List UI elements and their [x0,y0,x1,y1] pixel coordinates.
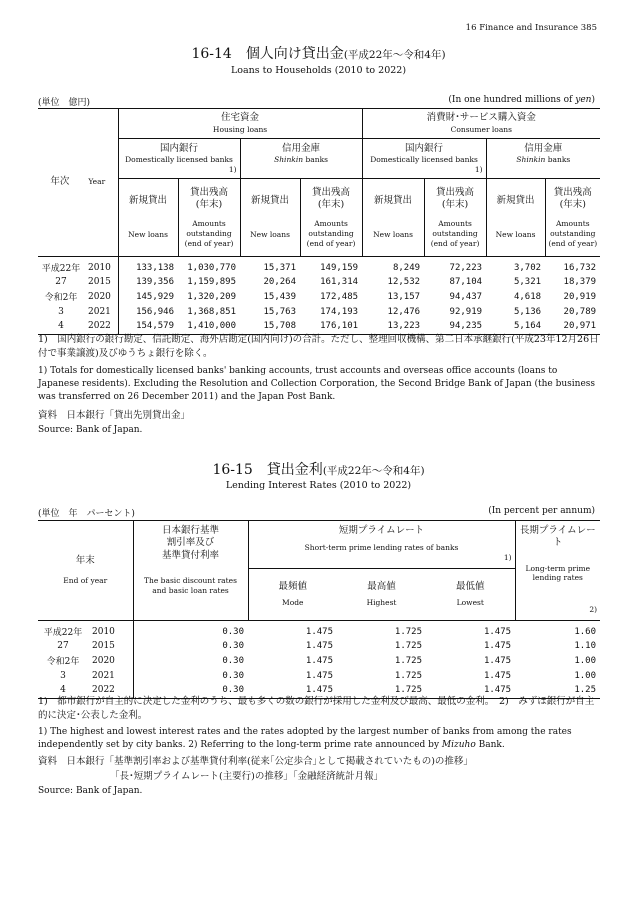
table1-new-loans-header: 新規貸出 New loans [486,179,545,257]
value-cell: 161,314 [320,276,359,287]
table2-unit-jp: (単位 年 パーセント) [38,509,135,519]
table1-outstanding-header: 貸出残高 (年末) Amounts outstanding (end of year) [424,179,486,257]
value-cell: 15,708 [263,321,297,332]
value-cell: 176,101 [320,321,359,332]
western-year-cell: 2022 [88,321,111,332]
value-cell: 1.725 [394,670,422,681]
value-cell: 5,136 [513,306,542,317]
era-year-cell: 平成22年 [43,628,83,638]
value-cell: 15,439 [263,291,297,302]
value-cell: 156,946 [118,304,178,319]
table2-title-jp: 貸出金利 [266,462,323,478]
value-cell: 149,159 [320,262,359,273]
value-cell: 5,164 [513,321,542,332]
table2-mode-header: 最頻値 Mode [248,569,337,621]
value-cell: 1.25 [574,685,597,696]
era-year-cell: 3 [58,306,64,317]
table2-year-header: 年末 End of year [38,521,133,621]
table1-outstanding-header: 貸出残高 (年末) Amounts outstanding (end of year) [178,179,240,257]
table2-highest-header: 最高値 Highest [366,581,397,607]
table2-body [38,621,600,699]
western-year-cell: 2020 [88,291,111,302]
value-cell: 1.475 [483,655,512,666]
value-cell: 94,235 [449,321,483,332]
value-cell: 0.30 [133,683,248,698]
table1-outstanding-header: 貸出残高 (年末) Amounts outstanding (end of year) [545,179,600,257]
value-cell: 1,320,209 [187,291,237,302]
value-cell: 18,379 [563,276,597,287]
table2-unit-en: (In percent per annum) [488,506,595,516]
table1-body [38,257,600,335]
table1-source-jp: 資料 日本銀行「貸出先別貸出金」 [38,410,191,421]
value-cell: 16,732 [563,262,597,273]
value-cell: 1,159,895 [187,276,237,287]
table2-row [38,621,600,639]
western-year-cell: 2021 [88,306,111,317]
table2-short-prime-header: 短期プライムレート Short-term prime lending rates of banks 1) [248,521,515,569]
western-year-cell: 2021 [92,670,115,681]
value-cell: 1.725 [394,685,422,696]
value-cell: 1,030,770 [187,262,237,273]
value-cell: 0.30 [133,653,248,668]
value-cell: 1.475 [305,655,333,666]
value-cell: 1.475 [483,640,512,651]
table1-note-en: 1) Totals for domestically licensed banks' banking accounts, trust accounts and overseas office accounts (loans to Japanese residents). Excluding the Resolution and Collection Corporation, the Second Bridge Bank of Japan (the business was transferred on 26 December 2011) and the Japan Post Bank. [38,366,596,403]
value-cell: 4,618 [513,291,542,302]
western-year-cell: 2020 [92,655,115,666]
table1-title-period: (平成22年～令和4年) [343,49,446,61]
table1-title-jp: 個人向け貸出金 [245,46,344,62]
value-cell: 1.00 [574,655,597,666]
era-year-cell: 4 [58,321,64,332]
value-cell: 20,919 [563,291,597,302]
value-cell: 15,371 [263,262,297,273]
value-cell: 0.30 [133,621,248,639]
value-cell: 174,193 [320,306,359,317]
value-cell: 1.475 [305,640,333,651]
value-cell: 92,919 [449,306,483,317]
table2-source-jp-1: 資料 日本銀行「基準割引率および基準貸付利率(従来｢公定歩合｣として掲載されていたもの)の推移」 [38,756,473,767]
value-cell: 1.475 [305,626,333,637]
table1-row [38,304,600,319]
value-cell: 1.725 [394,655,422,666]
value-cell: 20,789 [563,306,597,317]
table1-housing-header: 住宅資金 Housing loans [118,109,362,139]
value-cell: 1.475 [305,685,333,696]
era-year-cell: 27 [55,276,67,287]
table1-unit-jp: (単位 億円) [38,98,91,108]
table2-lending-interest-rates [38,520,600,699]
table1-new-loans-header: 新規貸出 New loans [118,179,178,257]
value-cell: 1.10 [574,640,597,651]
value-cell: 20,264 [263,276,297,287]
table2-title [0,459,637,479]
table1-consumer-header: 消費財･サービス購入資金 Consumer loans [362,109,600,139]
western-year-cell: 2010 [92,626,115,637]
western-year-cell: 2015 [92,640,115,651]
value-cell: 145,929 [118,289,178,304]
era-year-cell: 27 [57,640,69,651]
value-cell: 139,356 [118,274,178,289]
table2-row [38,668,600,683]
value-cell: 1.475 [483,685,512,696]
value-cell: 87,104 [449,276,483,287]
value-cell: 1.725 [394,640,422,651]
value-cell: 0.30 [133,668,248,683]
value-cell: 0.30 [133,638,248,653]
value-cell: 12,532 [387,276,421,287]
value-cell: 133,138 [118,257,178,275]
table2-subtitle: Lending Interest Rates (2010 to 2022) [225,480,412,491]
table1-title [0,43,637,63]
value-cell: 172,485 [320,291,359,302]
table1-number: 16-14 [191,46,232,62]
running-head: 16 Finance and Insurance 385 [465,23,597,33]
table2-source-en: Source: Bank of Japan. [38,786,143,796]
era-year-cell: 3 [60,670,66,681]
table1-source-en: Source: Bank of Japan. [38,425,143,435]
table1-housing-domestic-header: 国内銀行 Domestically licensed banks 1) [118,139,240,179]
western-year-cell: 2010 [88,262,111,273]
value-cell: 1.475 [483,626,512,637]
table1-new-loans-header: 新規貸出 New loans [362,179,424,257]
table1-unit-en: (In one hundred millions of yen) [448,95,595,105]
table2-long-prime-header: 長期プライムレート Long-term prime lending rates 2) [515,521,600,621]
table2-source-jp-2: 「長･短期プライムレート(主要行)の推移」「金融経済統計月報」 [110,771,384,782]
table1-housing-shinkin-header: 信用金庫 Shinkin banks [240,139,362,179]
table1-outstanding-header: 貸出残高 (年末) Amounts outstanding (end of year) [300,179,362,257]
table2-discount-rate-header: 日本銀行基準 割引率及び 基準貸付利率 The basic discount rates and basic loan rates [133,521,248,621]
value-cell: 154,579 [118,319,178,334]
table1-row [38,289,600,304]
table2-row [38,653,600,668]
value-cell: 13,157 [387,291,421,302]
table2-note-en: 1) The highest and lowest interest rates and the rates adopted by the largest number of banks from among the rates independently set by city banks. 2) Referring to the long-term prime rate announced by Mizuho Bank. [38,727,572,751]
value-cell: 72,223 [449,262,483,273]
table2-row [38,638,600,653]
value-cell: 8,249 [392,262,421,273]
table1-row [38,257,600,275]
era-year-cell: 4 [60,685,66,696]
value-cell: 1.00 [574,670,597,681]
table2-note-jp: 1) 都市銀行が自主的に決定した金利のうち、最も多くの数の銀行が採用した金利及び最高、最低の金利。 2) みずほ銀行が自主的に決定･公表した金利。 [38,696,595,721]
value-cell: 1.475 [305,670,333,681]
value-cell: 12,476 [387,306,421,317]
era-year-cell: 平成22年 [41,264,81,274]
table1-year-header: 年次 Year [38,109,118,257]
table1-consumer-shinkin-header: 信用金庫 Shinkin banks [486,139,600,179]
value-cell: 15,763 [263,306,297,317]
era-year-cell: 令和2年 [44,293,78,303]
value-cell: 1,368,851 [187,306,237,317]
value-cell: 1.60 [574,626,597,637]
table1-consumer-domestic-header: 国内銀行 Domestically licensed banks 1) [362,139,486,179]
era-year-cell: 令和2年 [46,657,80,667]
table2-lowest-header: 最低値 Lowest [456,581,485,607]
table1-new-loans-header: 新規貸出 New loans [240,179,300,257]
value-cell: 1.725 [394,626,422,637]
table2-title-period: (平成22年～令和4年) [322,465,425,477]
value-cell: 20,971 [563,321,597,332]
value-cell: 1,410,000 [187,321,237,332]
table1-row [38,274,600,289]
table1-subtitle: Loans to Households (2010 to 2022) [230,65,407,76]
western-year-cell: 2015 [88,276,111,287]
value-cell: 1.475 [483,670,512,681]
value-cell: 13,223 [387,321,421,332]
table1-row [38,319,600,334]
table1-note-jp: 1) 国内銀行の銀行勘定、信託勘定、海外店勘定(国内向け)の合計。ただし、整理回収機構、第二日本承継銀行(平成23年12月26日付で事業譲渡)及びゆうちょ銀行を除く。 [38,334,599,359]
table1-loans-to-households [38,108,600,335]
western-year-cell: 2022 [92,685,115,696]
value-cell: 5,321 [513,276,542,287]
value-cell: 3,702 [513,262,542,273]
value-cell: 94,437 [449,291,483,302]
table2-number: 16-15 [212,462,253,478]
